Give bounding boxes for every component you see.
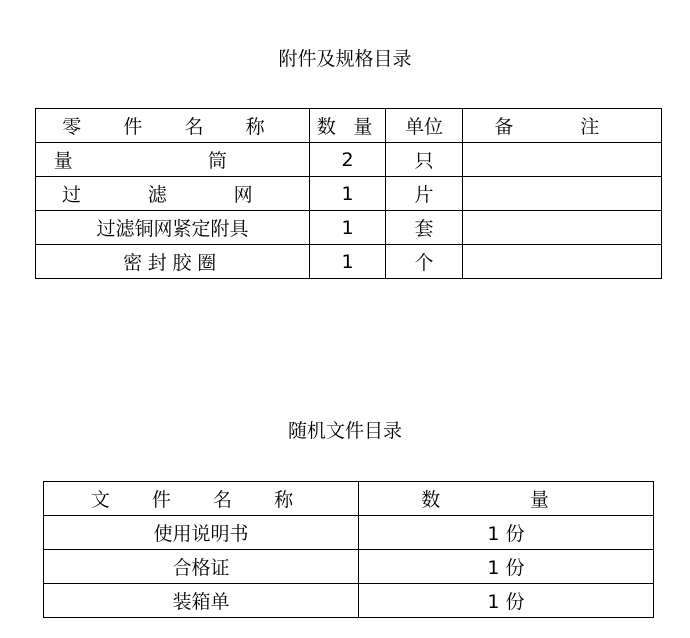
part-unit: 片	[386, 177, 463, 211]
table-row	[36, 245, 662, 279]
table-header-row	[36, 109, 662, 143]
part-quantity: 1	[310, 177, 386, 211]
part-name: 量 筒	[36, 143, 310, 177]
part-quantity: 1	[310, 211, 386, 245]
part-name: 过 滤 网	[36, 177, 310, 211]
part-unit: 只	[386, 143, 463, 177]
header-unit: 单位	[386, 109, 463, 143]
part-quantity: 2	[310, 143, 386, 177]
table-row	[44, 516, 654, 550]
header-document-name: 文 件 名 称	[44, 482, 359, 516]
table-row	[44, 550, 654, 584]
part-note	[463, 143, 662, 177]
part-note	[463, 177, 662, 211]
document-name: 使用说明书	[44, 516, 359, 550]
table-header-row	[44, 482, 654, 516]
part-name: 密封胶圈	[36, 245, 310, 279]
documents-table	[43, 481, 654, 618]
accessories-table	[35, 108, 662, 279]
document-quantity: 1 份	[359, 516, 654, 550]
part-quantity: 1	[310, 245, 386, 279]
part-name: 过滤铜网紧定附具	[36, 211, 310, 245]
part-note	[463, 211, 662, 245]
document-quantity: 1 份	[359, 550, 654, 584]
header-document-quantity: 数 量	[359, 482, 654, 516]
header-part-name: 零 件 名 称	[36, 109, 310, 143]
table-row	[44, 584, 654, 618]
header-note: 备 注	[463, 109, 662, 143]
accessories-title: 附件及规格目录	[278, 48, 412, 70]
table-row	[36, 211, 662, 245]
table-row	[36, 143, 662, 177]
part-unit: 套	[386, 211, 463, 245]
documents-title: 随机文件目录	[287, 420, 402, 442]
document-name: 装箱单	[44, 584, 359, 618]
document-name: 合格证	[44, 550, 359, 584]
document-quantity: 1 份	[359, 584, 654, 618]
table-row	[36, 177, 662, 211]
header-quantity: 数 量	[310, 109, 386, 143]
part-unit: 个	[386, 245, 463, 279]
part-note	[463, 245, 662, 279]
